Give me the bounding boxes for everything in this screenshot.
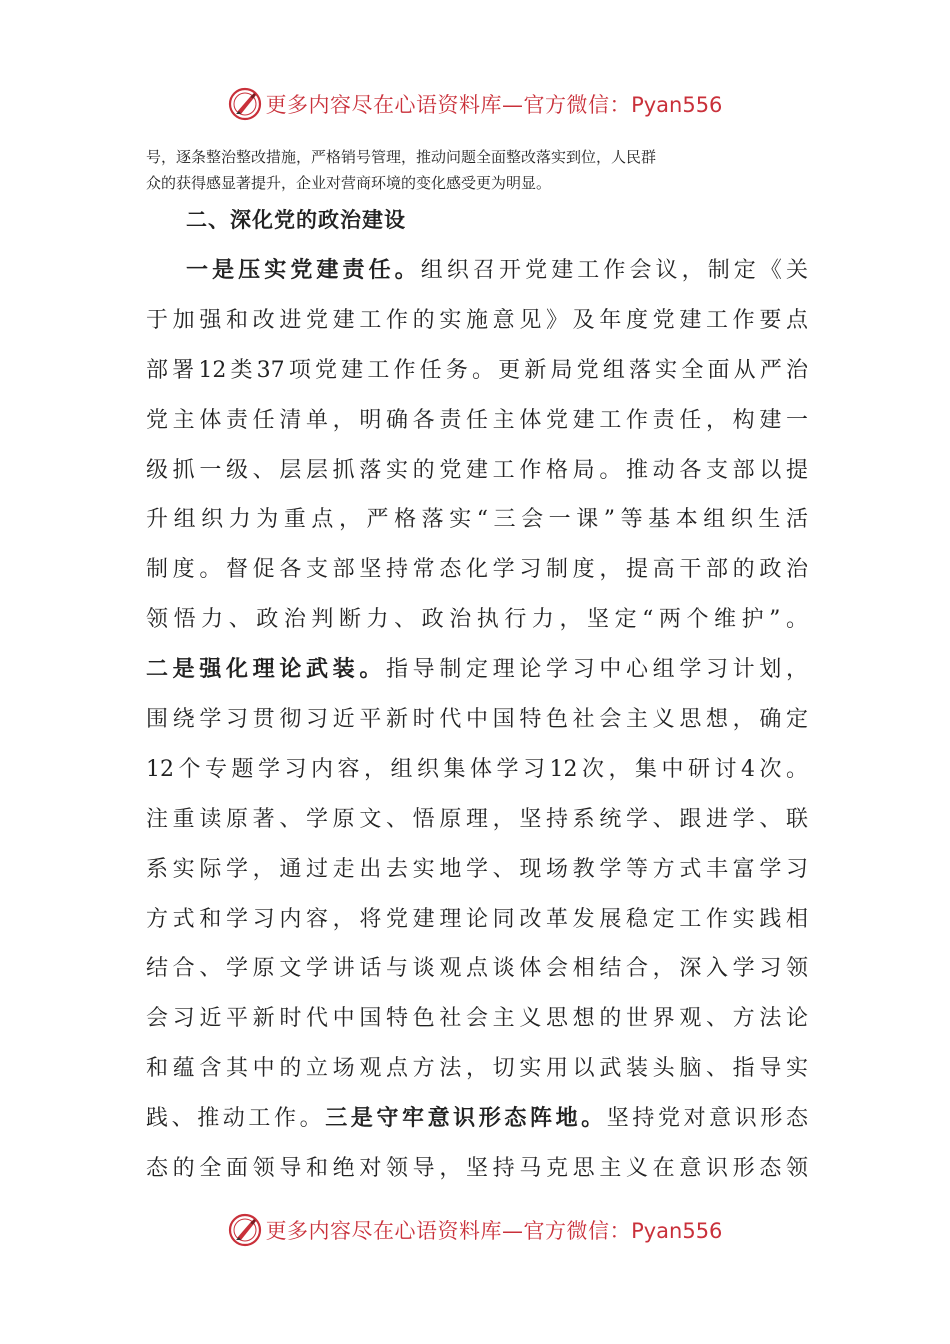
body-line: 系实际学，通过走出去实地学、现场教学等方式丰富学习 [146,856,808,882]
watermark-brand-text: 更多内容尽在心语资料库—官方微信： [265,93,632,117]
body-line: 会习近平新时代中国特色社会主义思想的世界观、方法论 [146,1006,808,1032]
body-line: 级抓一级、层层抓落实的党建工作格局。推动各支部以提 [146,457,808,483]
paragraph-line: 众的获得感显著提升，企业对营商环境的变化感受更为明显。 [146,174,552,192]
watermark-brand-text: 更多内容尽在心语资料库—官方微信： [265,1219,632,1243]
body-line: 升组织力为重点，严格落实“三会一课”等基本组织生活 [146,507,808,533]
body-line: 党主体责任清单，明确各责任主体党建工作责任，构建一 [146,407,808,433]
watermark-text [266,89,723,119]
body-line: 方式和学习内容，将党建理论同改革发展稳定工作实践相 [146,906,808,932]
body-line: 于加强和改进党建工作的实施意见》及年度党建工作要点 [146,307,808,333]
body-line: 领悟力、政治判断力、政治执行力，坚定“两个维护”。 [146,607,808,633]
body-line: 态的全面领导和绝对领导，坚持马克思主义在意识形态领 [146,1156,808,1182]
body-line [146,1094,808,1144]
body-line: 和蕴含其中的立场观点方法，切实用以武装头脑、指导实 [146,1056,808,1082]
item-title: 三是守牢意识形态阵地。 [325,1106,607,1132]
watermark-wechat-id: Pyan556 [631,1219,723,1243]
body-line: 部署12类37项党建工作任务。更新局党组落实全面从严治 [146,357,808,383]
body-line [146,645,808,695]
body-line: 12个专题学习内容，组织集体学习12次，集中研讨4次。 [146,756,808,782]
item-title: 一是压实党建责任。 [186,258,421,283]
continuation-paragraph [146,144,808,196]
paragraph-line: 号，逐条整治整改措施，严格销号管理，推动问题全面整改落实到位，人民群 [146,148,657,166]
watermark-banner-top [0,82,950,126]
body-line: 结合、学原文学讲话与谈观点谈体会相结合，深入学习领 [146,956,808,982]
watermark-text [266,1215,723,1245]
body-text-run: 组织召开党建工作会议，制定《关 [420,258,808,283]
body-text-run: 坚持党对意识形态 [606,1106,808,1132]
body-text-run: 践、推动工作。 [146,1106,326,1132]
body-line: 注重读原著、学原文、悟原理，坚持系统学、跟进学、联 [146,806,808,832]
body-line [146,246,808,296]
body-line: 围绕学习贯彻习近平新时代中国特色社会主义思想，确定 [146,707,808,733]
body-text [146,246,808,1194]
watermark-wechat-id: Pyan556 [631,93,723,117]
section-heading: 二、深化党的政治建设 [186,208,406,232]
body-text-run: 指导制定理论学习中心组学习计划， [386,657,808,683]
pen-seal-logo-icon [228,1213,262,1247]
watermark-banner-bottom [0,1208,950,1252]
pen-seal-logo-icon [228,87,262,121]
item-title: 二是强化理论武装。 [146,657,386,683]
body-line: 制度。督促各支部坚持常态化学习制度，提高干部的政治 [146,557,808,583]
